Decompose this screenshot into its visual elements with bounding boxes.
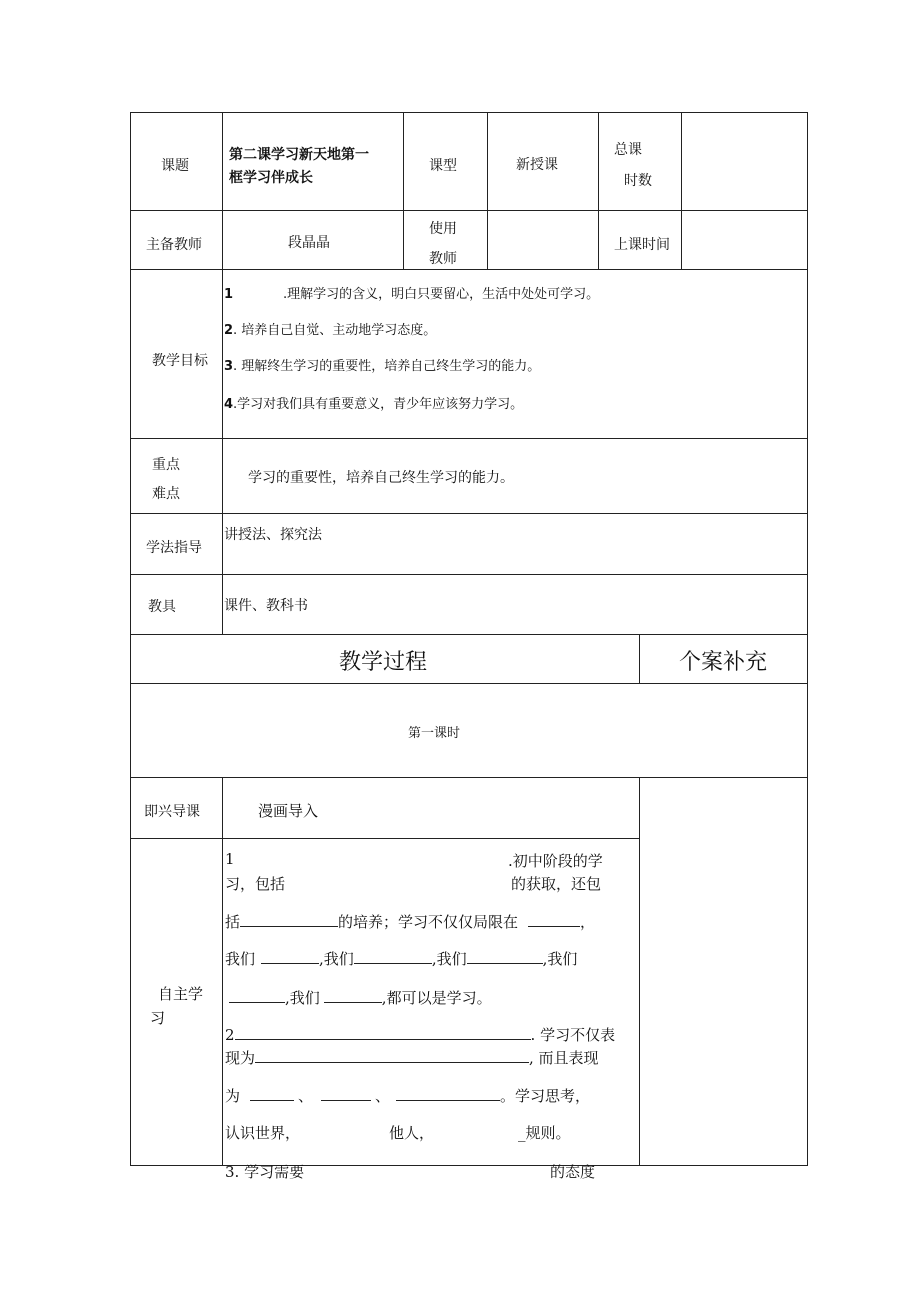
objective-1-num: 1: [224, 287, 234, 302]
q3-partial-b: 的态度: [550, 1163, 596, 1181]
q3-partial-a: 3. 学习需要: [225, 1163, 305, 1181]
q1-we-2: 我们: [323, 950, 354, 968]
q2-line3a: 为: [225, 1087, 241, 1105]
blank-8[interactable]: [235, 1025, 531, 1040]
supplement-title: 个案补充: [679, 650, 768, 675]
objective-3-num: 3: [224, 359, 234, 374]
q2-line3: [225, 1085, 590, 1106]
rule-row7: [130, 683, 808, 684]
self-study-label-line1: 自主学: [158, 985, 204, 1003]
q1-line3c: ，: [580, 913, 596, 931]
q1-line3b: 的培养；学习不仅仅局限在: [338, 913, 519, 931]
q2-line1-tail: . 学习不仅表: [530, 1026, 616, 1044]
process-title: 教学过程: [339, 650, 428, 675]
blank-2[interactable]: [528, 912, 580, 927]
q1-we-3: 我们: [436, 950, 467, 968]
q1-line4: [225, 948, 577, 969]
q2-num: 2: [225, 1026, 235, 1044]
q1-comma-4: ,: [285, 989, 290, 1007]
q1-comma-1: ,: [319, 950, 324, 968]
blank-1[interactable]: [240, 912, 338, 927]
q2-line4c: _规则。: [518, 1124, 571, 1142]
blank-3[interactable]: [261, 949, 319, 964]
q1-we-4: 我们: [547, 950, 578, 968]
blank-11[interactable]: [321, 1086, 371, 1101]
user-teacher-line1: 使用: [429, 221, 457, 237]
intro-label: 即兴导课: [144, 804, 200, 820]
q1-line1-tail: .初中阶段的学: [508, 852, 603, 870]
key-points-text: 学习的重要性，培养自己终生学习的能力。: [248, 470, 514, 486]
objective-2-text: . 培养自己自觉、主动地学习态度。: [233, 323, 437, 338]
q2-dun-1: 、: [298, 1087, 314, 1105]
q1-line3: [225, 911, 595, 932]
period-label: 第一课时: [408, 726, 461, 741]
type-value: 新授课: [516, 157, 558, 173]
topic-line2: 框学习伴成长: [229, 170, 313, 186]
blank-4[interactable]: [354, 949, 432, 964]
rule-right: [807, 112, 808, 1166]
tools-text: 课件、教科书: [224, 598, 308, 614]
objective-1: [224, 283, 599, 302]
tools-label: 教具: [148, 599, 176, 615]
objective-4: [224, 393, 523, 412]
q2-line2: [225, 1047, 599, 1068]
rule-col-label-lower: [222, 777, 223, 1166]
intro-text: 漫画导入: [258, 802, 319, 820]
q2-line1: [225, 1024, 615, 1045]
rule-col-c: [403, 112, 404, 269]
q1-line2b: 的获取，还包: [511, 875, 602, 893]
hours-label-line2: 时数: [624, 173, 652, 189]
rule-col-d: [487, 112, 488, 269]
q2-line4b: 他人，: [389, 1124, 435, 1142]
rule-col-label: [222, 112, 223, 634]
q1-num: 1: [225, 850, 235, 868]
q2-line3b: 。学习思考，: [500, 1087, 591, 1105]
topic-label: 课题: [161, 158, 189, 174]
rule-col-e: [598, 112, 599, 269]
objective-2-num: 2: [224, 323, 234, 338]
q1-line5: [225, 987, 492, 1008]
rule-row4: [130, 513, 808, 514]
blank-12[interactable]: [396, 1086, 500, 1101]
rule-col-supplement: [639, 634, 640, 683]
q2-line2a: 现为: [225, 1049, 256, 1067]
objective-3-text: . 理解终生学习的重要性，培养自己终生学习的能力。: [233, 359, 541, 374]
blank-10[interactable]: [250, 1086, 294, 1101]
teacher-label: 主备教师: [146, 237, 202, 253]
q2-dun-2: 、: [375, 1087, 391, 1105]
q1-line5-end: ,都可以是学习。: [381, 989, 492, 1007]
objective-4-num: 4: [224, 397, 234, 412]
objective-4-text: .学习对我们具有重要意义，青少年应该努力学习。: [233, 397, 524, 412]
rule-col-supplement-lower: [639, 777, 640, 1166]
type-label: 课型: [429, 158, 457, 174]
method-text: 讲授法、探究法: [224, 527, 322, 543]
blank-7[interactable]: [324, 988, 382, 1003]
rule-col-f: [681, 112, 682, 269]
teacher-value: 段晶晶: [288, 235, 330, 251]
q1-comma-3: ,: [542, 950, 548, 968]
q1-we-5: 我们: [289, 989, 320, 1007]
self-study-label-line2: 习: [150, 1009, 166, 1027]
method-label: 学法指导: [146, 540, 202, 556]
q3-clipped: [222, 1160, 639, 1181]
rule-row8: [130, 777, 808, 778]
blank-6[interactable]: [229, 988, 285, 1003]
rule-row2: [130, 269, 808, 270]
rule-row1: [130, 210, 808, 211]
q1-we-1: 我们: [225, 950, 256, 968]
objective-3: [224, 355, 540, 374]
user-teacher-line2: 教师: [429, 251, 457, 267]
rule-row6: [130, 634, 808, 635]
blank-5[interactable]: [467, 949, 543, 964]
hours-label-line1: 总课: [614, 142, 642, 158]
class-time-label: 上课时间: [614, 237, 670, 253]
q2-line2b: , 而且表现: [529, 1049, 599, 1067]
blank-9[interactable]: [255, 1048, 529, 1063]
key-points-label-line1: 重点: [152, 457, 180, 473]
objectives-label: 教学目标: [152, 353, 208, 369]
objective-2: [224, 319, 436, 338]
rule-row5: [130, 574, 808, 575]
objective-1-text: .理解学习的含义，明白只要留心，生活中处处可学习。: [283, 287, 600, 302]
rule-top: [130, 112, 808, 113]
rule-left: [130, 112, 131, 1166]
rule-row9: [130, 838, 640, 839]
q2-line4a: 认识世界，: [225, 1124, 301, 1142]
topic-line1: 第二课学习新天地第一: [229, 147, 369, 163]
q1-comma-2: ,: [431, 950, 437, 968]
q1-line2a: 习，包括: [225, 875, 286, 893]
key-points-label-line2: 难点: [152, 486, 180, 502]
q1-line3a: 括: [225, 913, 241, 931]
rule-row3: [130, 438, 808, 439]
